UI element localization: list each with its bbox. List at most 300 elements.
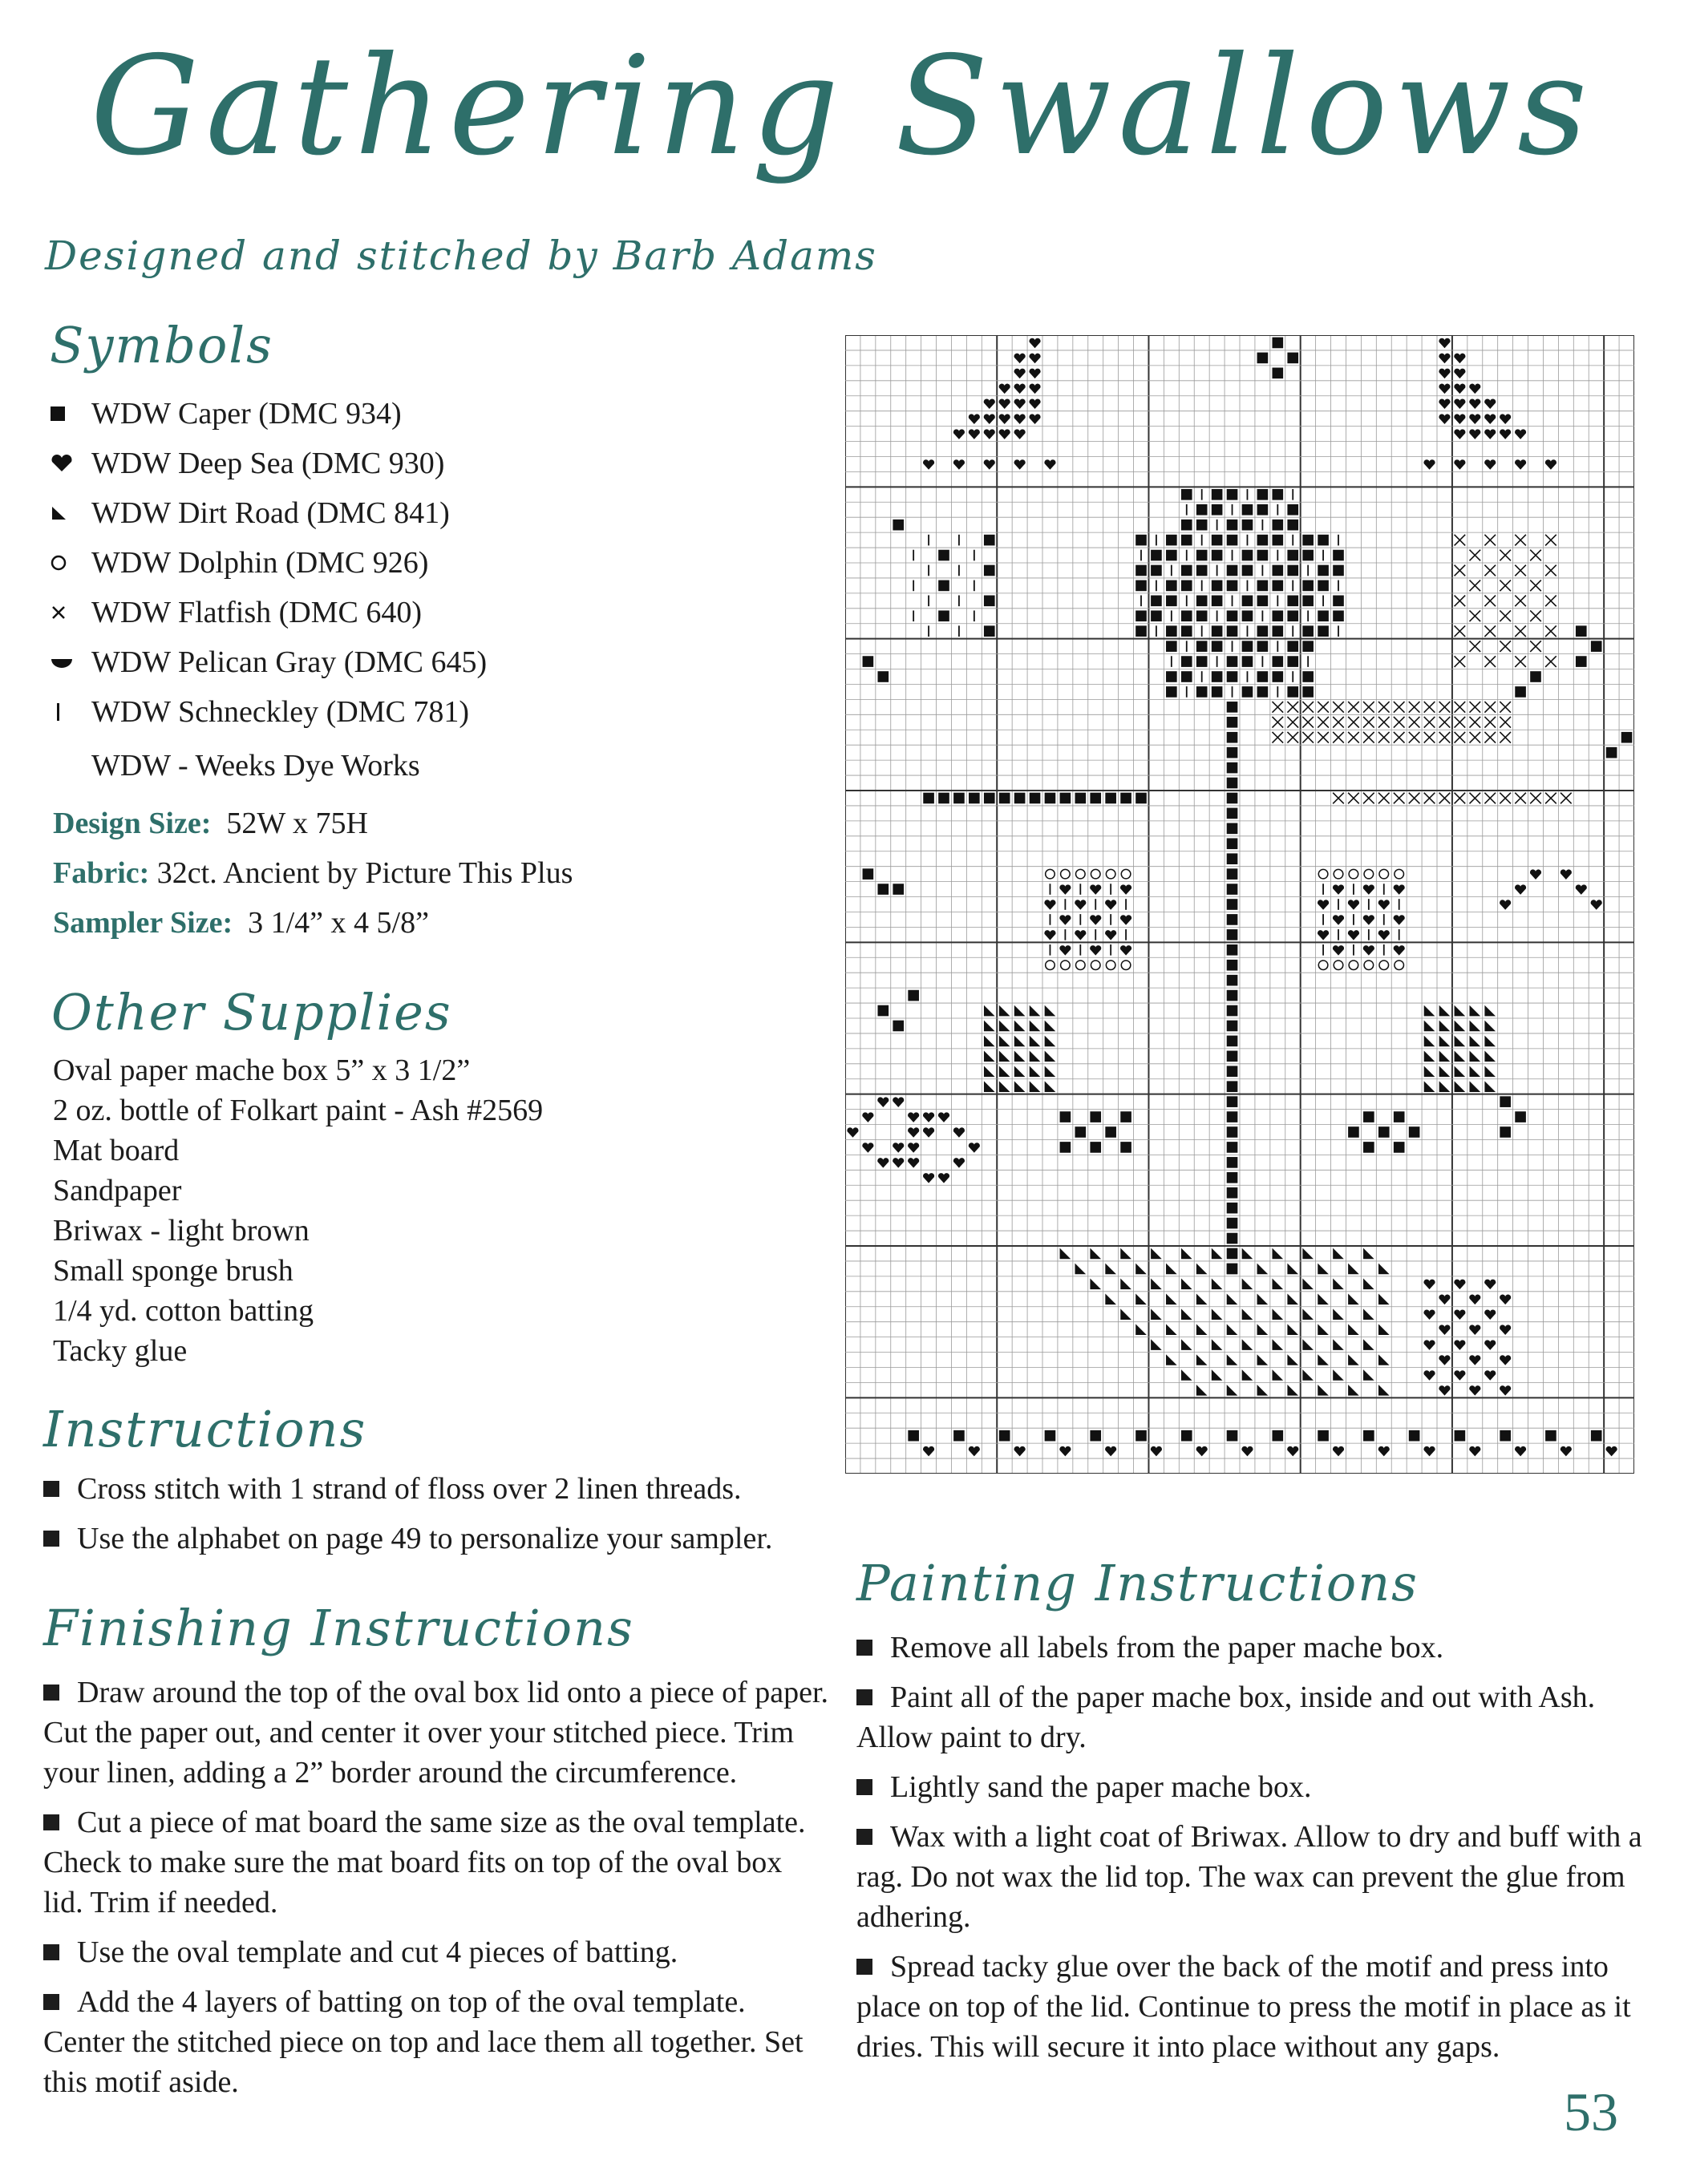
- chart-stitch: [1318, 1430, 1329, 1442]
- finishing-heading: Finishing Instructions: [43, 1599, 634, 1657]
- chart-stitch: [1227, 838, 1238, 849]
- chart-stitch: [1227, 1172, 1238, 1183]
- chart-stitch: [1125, 899, 1127, 910]
- chart-stitch: [928, 535, 929, 546]
- chart-stitch: [1196, 641, 1208, 652]
- chart-stitch: [877, 884, 889, 895]
- chart-stitch: [1302, 580, 1314, 592]
- chart-stitch: [1272, 671, 1283, 682]
- supply-item: Sandpaper: [53, 1174, 182, 1207]
- chart-stitch: [1606, 747, 1617, 758]
- chart-stitch: [1378, 1126, 1390, 1138]
- chart-stitch: [1135, 1430, 1147, 1442]
- chart-stitch: [1166, 671, 1177, 682]
- chart-stitch: [1050, 914, 1051, 925]
- chart-stitch: [1227, 732, 1238, 743]
- supply-item: Tacky glue: [53, 1334, 188, 1368]
- chart-stitch: [1079, 944, 1081, 956]
- supply-item: Small sponge brush: [53, 1254, 293, 1288]
- painting-list: [856, 1628, 1642, 2077]
- chart-stitch: [1212, 580, 1223, 592]
- chart-stitch: [1060, 1111, 1071, 1122]
- chart-stitch: [1120, 1142, 1131, 1153]
- chart-stitch: [1257, 596, 1269, 607]
- chart-stitch: [1409, 1430, 1420, 1442]
- chart-stitch: [1196, 656, 1208, 667]
- chart-stitch: [1075, 1126, 1086, 1138]
- chart-stitch: [1621, 732, 1633, 743]
- chart-stitch: [1166, 625, 1177, 637]
- chart-stitch: [1576, 625, 1587, 637]
- chart-stitch: [1591, 641, 1602, 652]
- chart-stitch: [1171, 610, 1172, 621]
- chart-stitch: [958, 535, 960, 546]
- chart-stitch: [1409, 1126, 1420, 1138]
- chart-stitch: [1227, 1233, 1238, 1244]
- chart-stitch: [1272, 656, 1283, 667]
- design-size-value: 52W x 75H: [226, 807, 368, 840]
- chart-stitch: [1166, 641, 1177, 652]
- supply-item: 2 oz. bottle of Folkart paint - Ash #2569: [53, 1094, 544, 1127]
- chart-stitch: [1363, 1430, 1374, 1442]
- supply-item: 1/4 yd. cotton batting: [53, 1294, 314, 1328]
- chart-stitch: [1272, 580, 1283, 592]
- chart-stitch: [1181, 671, 1192, 682]
- chart-stitch: [984, 625, 995, 637]
- chart-stitch: [1212, 535, 1223, 546]
- chart-stitch: [1196, 686, 1208, 698]
- chart-stitch: [928, 625, 929, 637]
- chart-stitch: [1242, 520, 1253, 531]
- chart-stitch: [1242, 610, 1253, 621]
- chart-stitch: [1302, 535, 1314, 546]
- chart-stitch: [1302, 625, 1314, 637]
- chart-stitch: [1247, 489, 1249, 500]
- finishing-item: Draw around the top of the oval box lid onto a piece of paper. Cut the paper out, and center it over your stitched piece. Trim your linen, adding a 2” border around the circumference.: [43, 1676, 829, 1790]
- chart-stitch: [1095, 899, 1096, 910]
- circle-icon: [50, 554, 91, 572]
- supply-item: Mat board: [53, 1134, 180, 1167]
- chart-stitch: [1135, 625, 1147, 637]
- chart-stitch: [1272, 338, 1283, 349]
- chart-stitch: [938, 550, 949, 561]
- chart-stitch: [1212, 489, 1223, 500]
- symbol-label: WDW Flatfish (DMC 640): [91, 596, 422, 629]
- chart-stitch: [1090, 1430, 1101, 1442]
- sampler-size: [53, 905, 429, 940]
- chart-stitch: [1292, 625, 1293, 637]
- bullet-square-icon: [43, 1994, 59, 2010]
- chart-stitch: [1227, 580, 1238, 592]
- bullet-square-icon: [856, 1829, 872, 1845]
- chart-stitch: [1110, 914, 1111, 925]
- chart-stitch: [1287, 550, 1298, 561]
- chart-stitch: [1135, 565, 1147, 576]
- chart-stitch: [1060, 1142, 1071, 1153]
- instruction-item: Use the alphabet on page 49 to personalize your sampler.: [43, 1519, 829, 1559]
- chart-stitch: [1227, 1126, 1238, 1138]
- chart-stitch: [1287, 610, 1298, 621]
- chart-stitch: [1272, 565, 1283, 576]
- chart-stitch: [1171, 565, 1172, 576]
- chart-stitch: [1216, 565, 1218, 576]
- chart-stitch: [1166, 550, 1177, 561]
- chart-stitch: [1318, 565, 1329, 576]
- chart-stitch: [1181, 489, 1192, 500]
- chart-stitch: [1186, 596, 1188, 607]
- chart-stitch: [1292, 671, 1293, 682]
- chart-stitch: [1500, 1430, 1511, 1442]
- chart-stitch: [1257, 641, 1269, 652]
- chart-stitch: [1227, 1111, 1238, 1122]
- chart-stitch: [1227, 762, 1238, 774]
- chart-stitch: [1151, 610, 1162, 621]
- chart-stitch: [1186, 686, 1188, 698]
- chart-stitch: [1399, 899, 1400, 910]
- chart-stitch: [1383, 944, 1385, 956]
- chart-stitch: [893, 884, 904, 895]
- chart-stitch: [1272, 368, 1283, 379]
- symbol-label: WDW Pelican Gray (DMC 645): [91, 645, 488, 679]
- chart-stitch: [1287, 656, 1298, 667]
- chart-stitch: [1227, 1036, 1238, 1047]
- chart-stitch: [1227, 656, 1238, 667]
- chart-stitch: [1227, 1142, 1238, 1153]
- chart-stitch: [1227, 899, 1238, 910]
- chart-stitch: [1277, 504, 1278, 516]
- chart-stitch: [938, 580, 949, 592]
- chart-stitch: [1338, 580, 1339, 592]
- chart-stitch: [1302, 550, 1314, 561]
- chart-stitch: [1201, 625, 1203, 637]
- chart-stitch: [1201, 489, 1203, 500]
- chart-stitch: [1257, 580, 1269, 592]
- chart-stitch: [1363, 1142, 1374, 1153]
- chart-stitch: [928, 596, 929, 607]
- bar-icon: [50, 702, 91, 722]
- chart-stitch: [984, 793, 995, 804]
- chart-stitch: [958, 596, 960, 607]
- chart-stitch: [1064, 929, 1066, 940]
- chart-stitch: [1257, 353, 1269, 364]
- square-icon: [50, 406, 91, 422]
- chart-stitch: [1181, 656, 1192, 667]
- heart-icon: [50, 454, 91, 473]
- chart-stitch: [1242, 565, 1253, 576]
- chart-stitch: [1287, 596, 1298, 607]
- chart-stitch: [1261, 656, 1263, 667]
- chart-stitch: [1135, 535, 1147, 546]
- chart-stitch: [1212, 550, 1223, 561]
- chart-stitch: [1227, 853, 1238, 864]
- triangle-icon: [50, 504, 91, 522]
- chart-stitch: [1227, 535, 1238, 546]
- chart-stitch: [1232, 596, 1233, 607]
- chart-stitch: [877, 671, 889, 682]
- chart-stitch: [1455, 1430, 1466, 1442]
- chart-stitch: [1500, 1126, 1511, 1138]
- chart-stitch: [1399, 929, 1400, 940]
- chart-stitch: [1060, 793, 1071, 804]
- painting-item: Lightly sand the paper mache box.: [856, 1767, 1642, 1807]
- chart-stitch: [1216, 610, 1218, 621]
- sampler-size-label: Sampler Size:: [53, 906, 233, 940]
- chart-stitch: [958, 565, 960, 576]
- chart-stitch: [1353, 884, 1354, 895]
- supplies-list: [53, 1050, 543, 1371]
- chart-stitch: [1515, 686, 1526, 698]
- chart-stitch: [1227, 565, 1238, 576]
- chart-stitch: [984, 596, 995, 607]
- chart-stitch: [1105, 1126, 1116, 1138]
- bullet-square-icon: [43, 1944, 59, 1960]
- chart-stitch: [1227, 671, 1238, 682]
- chart-stitch: [877, 1005, 889, 1017]
- chart-stitch: [1201, 535, 1203, 546]
- symbol-row: [50, 389, 487, 439]
- symbol-note: WDW - Weeks Dye Works: [91, 749, 420, 783]
- bullet-square-icon: [43, 1814, 59, 1830]
- chart-stitch: [1227, 990, 1238, 1001]
- bullet-square-icon: [43, 1531, 59, 1547]
- chart-stitch: [1140, 550, 1142, 561]
- symbol-label: WDW Dirt Road (DMC 841): [91, 496, 450, 530]
- chart-stitch: [1545, 1430, 1556, 1442]
- chart-stitch: [1227, 793, 1238, 804]
- chart-stitch: [1212, 686, 1223, 698]
- chart-stitch: [1090, 793, 1101, 804]
- chart-stitch: [1212, 504, 1223, 516]
- chart-stitch: [1227, 1248, 1238, 1260]
- chart-stitch: [1227, 1005, 1238, 1017]
- chart-stitch: [1322, 884, 1324, 895]
- chart-stitch: [1045, 1430, 1056, 1442]
- finishing-list: [43, 1672, 829, 2112]
- bullet-square-icon: [43, 1685, 59, 1701]
- chart-stitch: [1333, 596, 1344, 607]
- chart-stitch: [1394, 1111, 1405, 1122]
- chart-stitch: [1287, 504, 1298, 516]
- chart-stitch: [1227, 610, 1238, 621]
- chart-stitch: [1333, 565, 1344, 576]
- chart-stitch: [1186, 641, 1188, 652]
- chart-stitch: [1227, 868, 1238, 880]
- chart-stitch: [1227, 747, 1238, 758]
- chart-stitch: [1227, 489, 1238, 500]
- chart-stitch: [1151, 596, 1162, 607]
- fabric: [53, 855, 573, 891]
- bullet-square-icon: [856, 1779, 872, 1795]
- chart-stitch: [1307, 565, 1309, 576]
- chart-stitch: [1120, 793, 1131, 804]
- chart-stitch: [953, 793, 965, 804]
- chart-stitch: [1576, 656, 1587, 667]
- symbol-label: WDW Deep Sea (DMC 930): [91, 447, 445, 480]
- design-size-label: Design Size:: [53, 807, 212, 840]
- chart-stitch: [1368, 929, 1370, 940]
- chart-stitch: [1014, 793, 1026, 804]
- chart-stitch: [1151, 550, 1162, 561]
- chart-stitch: [1181, 625, 1192, 637]
- supply-item: Briwax - light brown: [53, 1214, 310, 1248]
- chart-stitch: [1292, 580, 1293, 592]
- chart-stitch: [1322, 550, 1324, 561]
- chart-stitch: [1156, 580, 1157, 592]
- chart-stitch: [1333, 610, 1344, 621]
- chart-stitch: [1322, 944, 1324, 956]
- chart-stitch: [908, 1430, 919, 1442]
- chart-stitch: [1050, 884, 1051, 895]
- chart-stitch: [1212, 625, 1223, 637]
- chart-stitch: [1277, 686, 1278, 698]
- finishing-item: Add the 4 layers of batting on top of the oval template. Center the stitched piece on top and lace them all together. Set this motif aside.: [43, 1985, 804, 2099]
- chart-stitch: [1318, 625, 1329, 637]
- chart-stitch: [1227, 1066, 1238, 1077]
- chart-stitch: [1166, 580, 1177, 592]
- chart-stitch: [1307, 656, 1309, 667]
- chart-stitch: [863, 656, 874, 667]
- chart-stitch: [1257, 550, 1269, 561]
- chart-stitch: [1181, 610, 1192, 621]
- chart-stitch: [1181, 580, 1192, 592]
- chart-stitch: [969, 793, 980, 804]
- chart-stitch: [1261, 520, 1263, 531]
- chart-stitch: [1227, 914, 1238, 925]
- chart-stitch: [1247, 625, 1249, 637]
- finishing-item: Use the oval template and cut 4 pieces of batting.: [43, 1932, 829, 1972]
- chart-stitch: [1287, 686, 1298, 698]
- chart-stitch: [1257, 625, 1269, 637]
- chart-stitch: [1186, 550, 1188, 561]
- chart-stitch: [1307, 610, 1309, 621]
- chart-stitch: [1242, 504, 1253, 516]
- chart-stitch: [1227, 1203, 1238, 1214]
- chart-stitch: [1079, 914, 1081, 925]
- chart-stitch: [1227, 1081, 1238, 1092]
- chart-stitch: [1247, 580, 1249, 592]
- chart-stitch: [938, 793, 949, 804]
- chart-stitch: [1272, 520, 1283, 531]
- chart-stitch: [893, 1021, 904, 1032]
- chart-stitch: [1318, 580, 1329, 592]
- chart-stitch: [1227, 1430, 1238, 1442]
- symbol-row: [50, 588, 487, 637]
- painting-item: Remove all labels from the paper mache box.: [856, 1628, 1642, 1668]
- chart-stitch: [1247, 671, 1249, 682]
- chart-stitch: [1135, 580, 1147, 592]
- chart-stitch: [1272, 610, 1283, 621]
- chart-stitch: [1257, 489, 1269, 500]
- chart-stitch: [974, 580, 975, 592]
- chart-stitch: [938, 610, 949, 621]
- chart-stitch: [1227, 520, 1238, 531]
- chart-stitch: [1227, 1096, 1238, 1107]
- chart-stitch: [1186, 504, 1188, 516]
- chart-stitch: [1277, 550, 1278, 561]
- chart-stitch: [1181, 520, 1192, 531]
- chart-stitch: [1338, 929, 1339, 940]
- painting-item: Wax with a light coat of Briwax. Allow to dry and buff with a rag. Do not wax the lid top. The wax can prevent the glue from adhering.: [856, 1820, 1642, 1934]
- bullet-square-icon: [856, 1640, 872, 1656]
- page-number: 53: [1564, 2081, 1618, 2142]
- chart-stitch: [1212, 641, 1223, 652]
- chart-stitch: [1287, 565, 1298, 576]
- instruction-item: Cross stitch with 1 strand of floss over 2 linen threads.: [43, 1469, 829, 1509]
- chart-stitch: [1322, 914, 1324, 925]
- chart-stitch: [1272, 625, 1283, 637]
- chart-stitch: [984, 535, 995, 546]
- x-icon: [50, 604, 91, 621]
- chart-stitch: [1110, 944, 1111, 956]
- chart-stitch: [1227, 944, 1238, 956]
- chart-stitch: [1257, 504, 1269, 516]
- chart-stitch: [1156, 625, 1157, 637]
- chart-stitch: [908, 990, 919, 1001]
- bullet-square-icon: [43, 1481, 59, 1497]
- chart-stitch: [1287, 520, 1298, 531]
- chart-stitch: [1181, 1430, 1192, 1442]
- chart-stitch: [1302, 596, 1314, 607]
- design-size: [53, 806, 368, 841]
- page-title: Gathering Swallows: [90, 27, 1594, 186]
- chart-stitch: [1353, 944, 1354, 956]
- chart-stitch: [1242, 550, 1253, 561]
- chart-stitch: [1181, 565, 1192, 576]
- chart-stitch: [1227, 808, 1238, 819]
- bullet-square-icon: [856, 1689, 872, 1705]
- symbol-key: [50, 389, 487, 783]
- chart-stitch: [1232, 504, 1233, 516]
- chart-stitch: [1227, 1157, 1238, 1168]
- symbol-label: WDW Dolphin (DMC 926): [91, 546, 429, 580]
- chart-stitch: [999, 1430, 1010, 1442]
- chart-stitch: [1227, 1021, 1238, 1032]
- chart-stitch: [1075, 793, 1086, 804]
- chart-stitch: [913, 610, 914, 621]
- chart-stitch: [928, 565, 929, 576]
- chart-stitch: [1530, 671, 1541, 682]
- chart-stitch: [1050, 944, 1051, 956]
- chart-stitch: [1196, 565, 1208, 576]
- chart-stitch: [1292, 535, 1293, 546]
- chart-stitch: [1348, 1126, 1359, 1138]
- byline: Designed and stitched by Barb Adams: [45, 233, 877, 279]
- chart-stitch: [1242, 641, 1253, 652]
- chart-stitch: [1090, 1142, 1101, 1153]
- symbol-label: WDW Caper (DMC 934): [91, 397, 402, 431]
- chart-stitch: [1353, 914, 1354, 925]
- chart-stitch: [1181, 535, 1192, 546]
- chart-stitch: [1227, 717, 1238, 728]
- painting-item: Paint all of the paper mache box, inside and out with Ash. Allow paint to dry.: [856, 1680, 1596, 1754]
- chart-stitch: [1591, 1430, 1602, 1442]
- instructions-heading: Instructions: [43, 1400, 367, 1458]
- chart-grid: [845, 335, 1634, 1474]
- chart-stitch: [1232, 641, 1233, 652]
- chart-stitch: [863, 868, 874, 880]
- symbol-row: [50, 687, 487, 737]
- chart-stitch: [1227, 929, 1238, 940]
- chart-stitch: [1110, 884, 1111, 895]
- chart-stitch: [1257, 671, 1269, 682]
- chart-stitch: [893, 520, 904, 531]
- chart-stitch: [1302, 671, 1314, 682]
- chart-stitch: [1135, 610, 1147, 621]
- symbol-row: [50, 439, 487, 488]
- symbol-row: [50, 538, 487, 588]
- chart-stitch: [1333, 550, 1344, 561]
- finishing-item: Cut a piece of mat board the same size as the oval template. Check to make sure the mat board fits on top of the oval box lid. Trim if needed.: [43, 1806, 806, 1919]
